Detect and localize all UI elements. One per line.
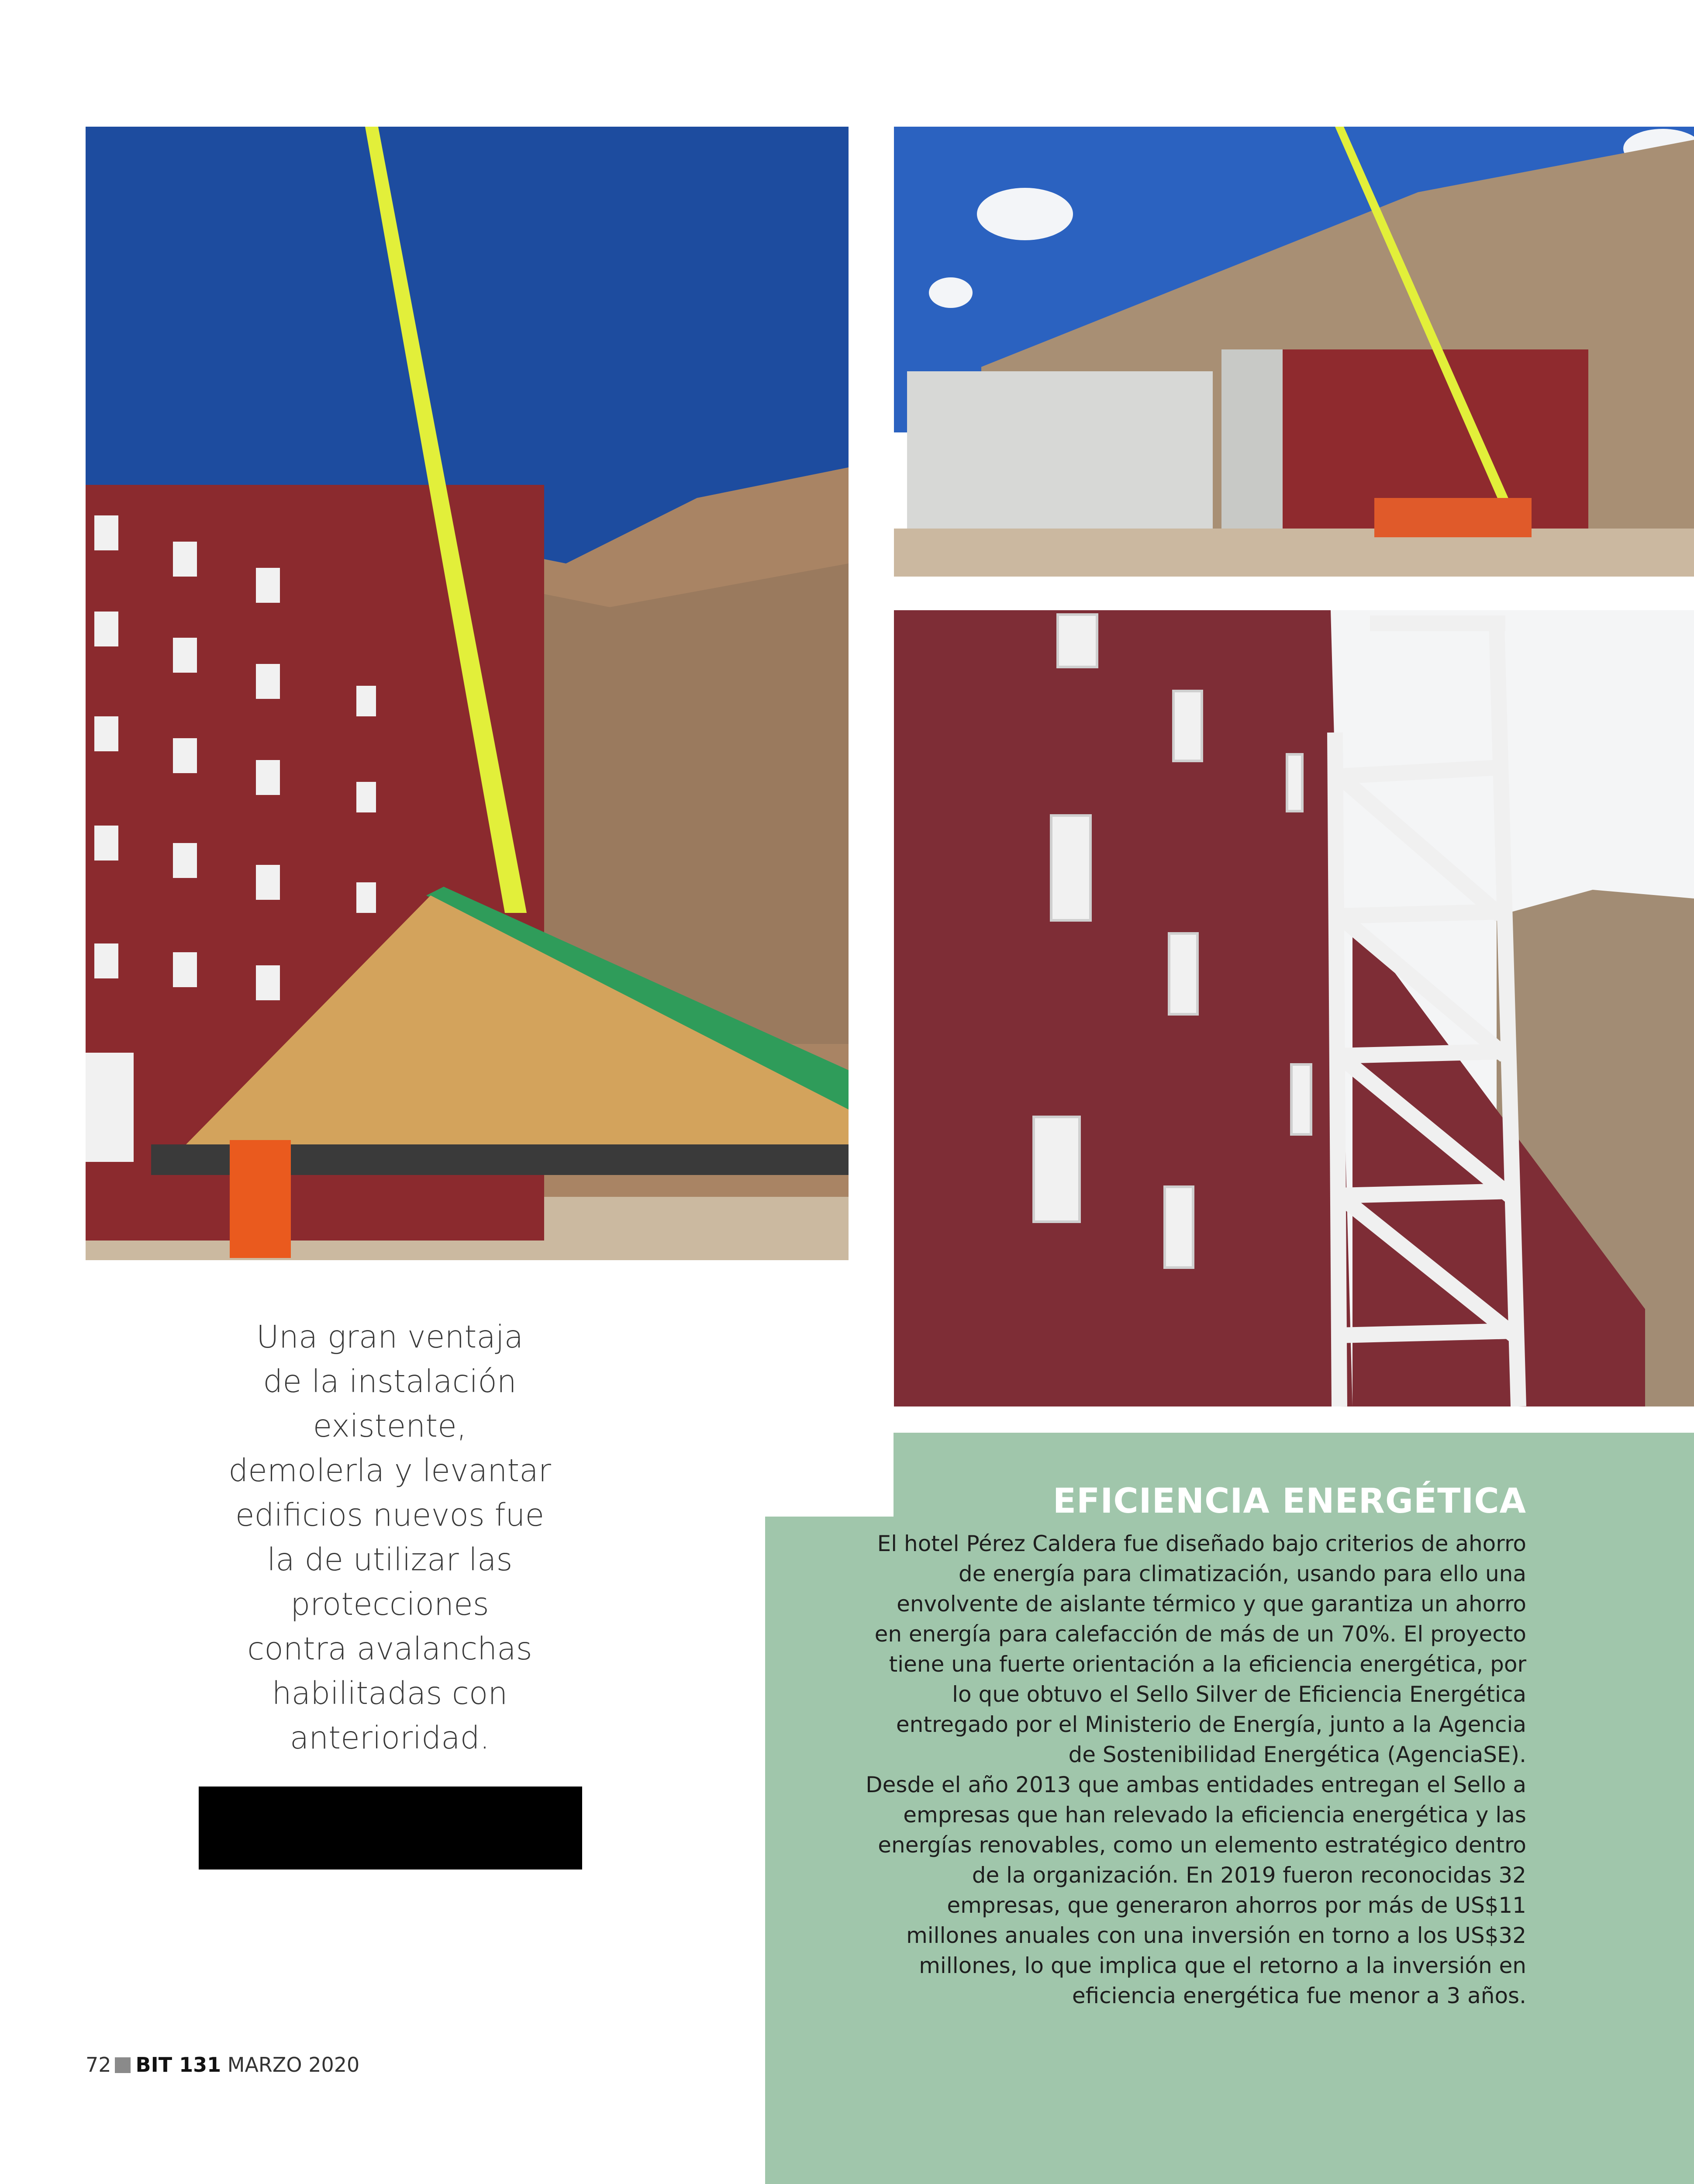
sidebar-body [865,1529,1526,2011]
caption-line: anterioridad. [290,1720,490,1756]
caption-line: contra avalanchas [247,1631,532,1667]
photo-facade-tower [894,610,1694,1406]
caption-line: la de utilizar las [267,1541,513,1578]
caption-line: demolerla y levantar [228,1452,551,1489]
photo-site-overview [894,127,1694,577]
square-bullet-icon [115,2057,131,2073]
caption-line: Una gran ventaja [256,1319,524,1355]
sidebar-paragraph: El hotel Pérez Caldera fue diseñado bajo criterios de ahorro de energía para climatización, usando para ello una envolvente de aislante térmico y que garantiza un ahorro en energía para calefacción de más de un 70%. El proyecto tiene una fuerte orientación a la eficiencia energética, por lo que obtuvo el Sello Silver de Eficiencia Energética entregado por el Ministerio de Energía, junto a la Agencia de Sostenibilidad Energética (AgenciaSE). [874,1531,1526,1767]
caption-line: existente, [313,1408,467,1444]
page-number: 72 [86,2053,111,2077]
caption-line: protecciones [290,1586,489,1622]
photo-caption [192,1315,587,1760]
caption-line: edificios nuevos fue [235,1497,545,1533]
caption-line: de la instalación [263,1363,517,1400]
magazine-name: BIT 131 [135,2053,221,2077]
redacted-block [199,1787,582,1870]
sidebar-paragraph: Desde el año 2013 que ambas entidades entregan el Sello a empresas que han relevado la eficiencia energética y las energías renovables, como un elemento estratégico dentro de la organización. En 2019 fueron reconocidas 32 empresas, que generaron ahorros por más de US$11 millones anuales con una inversión en torno a los US$32 millones, lo que implica que el retorno a la inversión en eficiencia energética fue menor a 3 años. [866,1772,1526,2008]
photo-crane-truss [86,127,849,1260]
sidebar-title: EFICIENCIA ENERGÉTICA [1052,1482,1526,1521]
issue-date: MARZO 2020 [227,2053,360,2077]
page-footer [86,2053,359,2077]
caption-line: habilitadas con [272,1675,508,1711]
